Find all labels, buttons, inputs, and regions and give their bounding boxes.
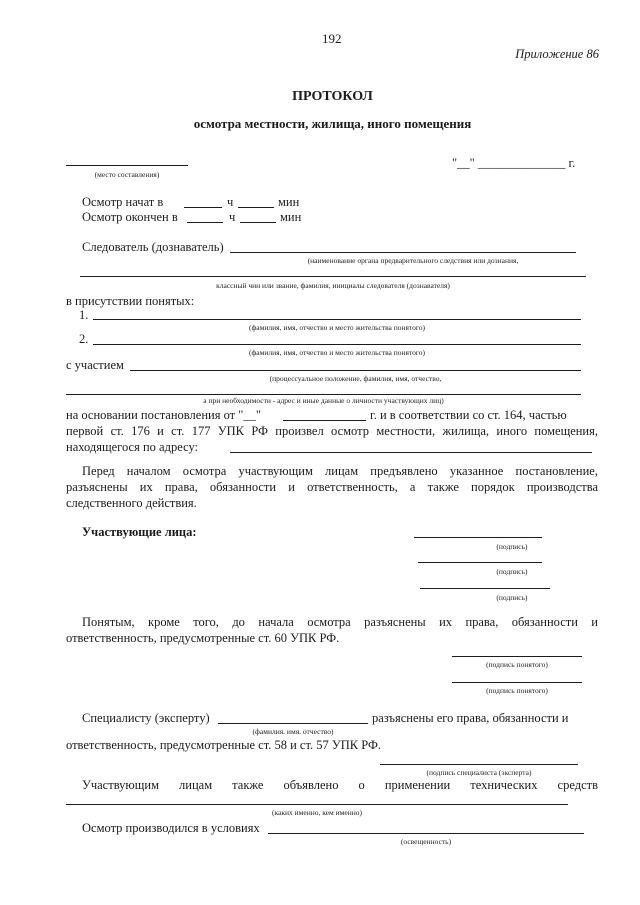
participant-signature-caption-1: (подпись) <box>496 542 528 551</box>
conditions-label: Осмотр производился в условиях <box>82 821 260 835</box>
appendix-label: Приложение 86 <box>515 47 599 61</box>
identity-caption: а при необходимости - адрес и иные данные о личности участвующих лиц) <box>203 396 444 405</box>
end-hours-unit: ч <box>229 210 236 224</box>
basis-line2: первой ст. 176 и ст. 177 УПК РФ произвел осмотр местности, жилища, иного помещения, <box>66 424 598 438</box>
para-witnesses-line2: ответственность, предусмотренные ст. 60 УПК РФ. <box>66 631 340 645</box>
witness1-line[interactable] <box>93 319 581 320</box>
identity-line[interactable] <box>66 394 581 395</box>
basis-line1-end: г. и в соответствии со ст. 164, частью <box>370 408 567 422</box>
witness1-caption: (фамилия, имя, отчество и место жительства понятого) <box>248 323 426 332</box>
witness-signature-caption-1: (подпись понятого) <box>486 660 548 669</box>
status-caption: (процессуальное положение, фамилия, имя, отчество, <box>269 374 442 383</box>
para-before-line3: следственного действия. <box>66 496 197 510</box>
para-witnesses-line1: Понятым, кроме того, до начала осмотра разъяснены их права, обязанности и <box>82 615 598 629</box>
witness-signature-line-2[interactable] <box>452 682 582 683</box>
witness1-number: 1. <box>79 308 89 322</box>
participation-line[interactable] <box>130 370 581 371</box>
start-hours-unit: ч <box>227 195 234 209</box>
investigator-line[interactable] <box>230 252 576 253</box>
lighting-caption: (освещенность) <box>400 837 452 846</box>
para-before-line1: Перед началом осмотра участвующим лицам предъявлено указанное постановление, <box>82 464 598 478</box>
rank-line[interactable] <box>80 276 586 277</box>
witness-signature-line-1[interactable] <box>452 656 582 657</box>
basis-line1-start: на основании постановления от "__" <box>66 408 261 422</box>
witnesses-label: в присутствии понятых: <box>66 294 195 308</box>
participant-signature-caption-3: (подпись) <box>496 593 528 602</box>
tech-means-text: Участвующим лицам также объявлено о применении технических средств <box>82 778 598 792</box>
end-label: Осмотр окончен в <box>82 210 178 224</box>
place-caption: (место составления) <box>94 170 160 179</box>
decree-date-line[interactable] <box>283 420 366 421</box>
expert-name-caption: (фамилия. имя. отчество) <box>252 727 334 736</box>
conditions-line[interactable] <box>268 833 584 834</box>
investigator-label: Следователь (дознаватель) <box>82 240 224 254</box>
end-hours-line[interactable] <box>187 222 223 223</box>
start-minutes-line[interactable] <box>238 207 274 208</box>
tech-means-line[interactable] <box>66 804 568 805</box>
para-before-line2: разъяснены их права, обязанности и ответственность, а также порядок производства <box>66 480 598 494</box>
participant-signature-caption-2: (подпись) <box>496 567 528 576</box>
participant-signature-line-1[interactable] <box>414 537 542 538</box>
place-line[interactable] <box>66 165 188 166</box>
address-line[interactable] <box>230 452 592 453</box>
witness2-number: 2. <box>79 332 89 346</box>
tech-means-caption: (каких именно, кем именно) <box>271 808 363 817</box>
participation-label: с участием <box>66 358 124 372</box>
start-label: Осмотр начат в <box>82 195 164 209</box>
expert-line2: ответственность, предусмотренные ст. 58 и ст. 57 УПК РФ. <box>66 738 381 752</box>
organ-caption: (наименование органа предварительного следствия или дознания, <box>307 256 519 265</box>
rank-caption: классный чин или звание, фамилия, инициалы следователя (дознавателя) <box>216 281 450 290</box>
start-hours-line[interactable] <box>184 207 222 208</box>
expert-rights: разъяснены его права, обязанности и <box>372 711 569 725</box>
witness2-line[interactable] <box>93 344 581 345</box>
expert-name-line[interactable] <box>218 723 368 724</box>
participant-signature-line-3[interactable] <box>420 588 550 589</box>
basis-line3: находящегося по адресу: <box>66 440 199 454</box>
expert-signature-caption: (подпись специалиста (эксперта) <box>426 768 532 777</box>
document-title: ПРОТОКОЛ <box>292 89 373 104</box>
document-subtitle: осмотра местности, жилища, иного помещения <box>193 116 472 131</box>
participant-signature-line-2[interactable] <box>418 562 542 563</box>
expert-label: Специалисту (эксперту) <box>82 711 210 725</box>
start-minutes-unit: мин <box>278 195 300 209</box>
witness-signature-caption-2: (подпись понятого) <box>486 686 548 695</box>
date-field[interactable]: "__" ______________ г. <box>452 156 576 170</box>
page-number: 192 <box>322 31 342 46</box>
end-minutes-unit: мин <box>280 210 302 224</box>
expert-signature-line[interactable] <box>380 764 578 765</box>
end-minutes-line[interactable] <box>240 222 276 223</box>
participants-label: Участвующие лица: <box>82 525 197 539</box>
witness2-caption: (фамилия, имя, отчество и место жительства понятого) <box>248 348 426 357</box>
